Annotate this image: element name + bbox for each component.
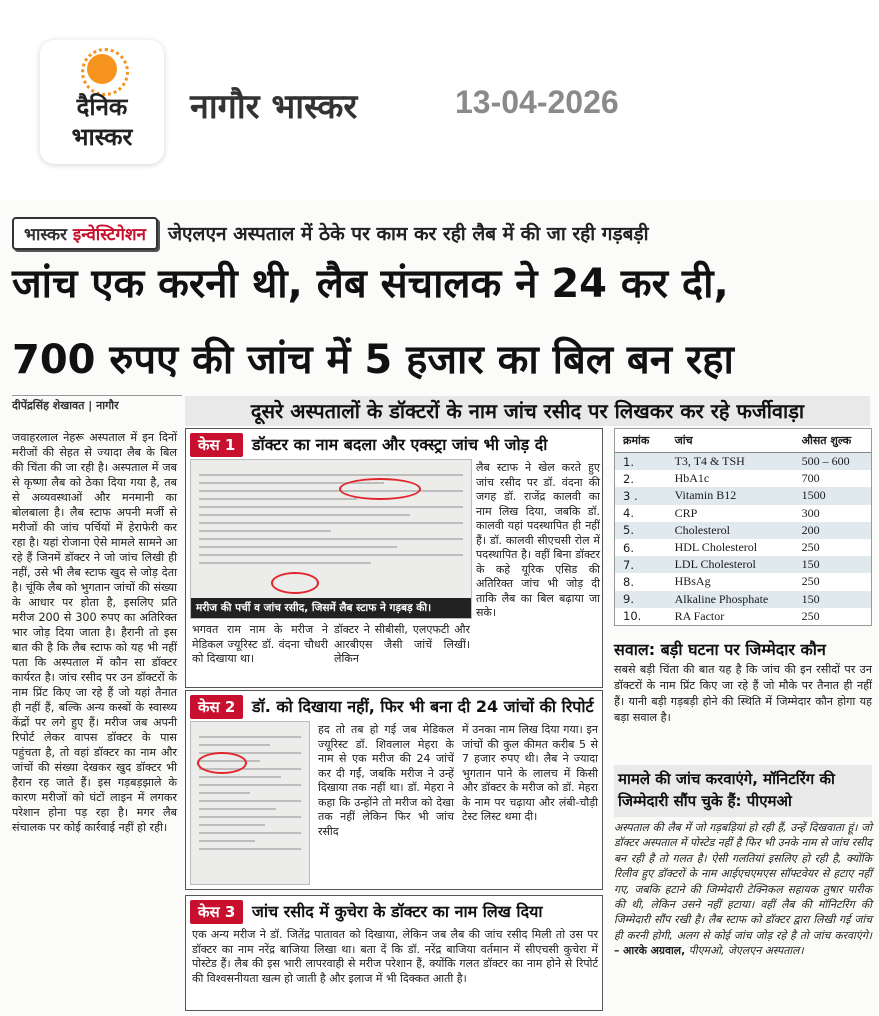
table-row — [615, 453, 871, 470]
headline-line-2: 700 रुपए की जांच में 5 हजार का बिल बन रहा — [12, 337, 734, 383]
logo-text-line1: दैनिक — [76, 93, 128, 121]
table-cell: 7. — [623, 557, 634, 572]
table-cell: 1. — [623, 454, 634, 469]
table-cell: HbA1c — [674, 471, 710, 486]
badge-brand: भास्कर — [24, 224, 67, 245]
case-2-text-a: हद तो तब हो गई जब मेडिकल ज्यूरिस्ट डॉ. शिवलाल मेहरा के नाम से एक मरीज की 24 जांचें कर दी गईं, जबकि मरीज ने उन्हें दिखाया तक नहीं था। डॉ. मेहरा ने कहा कि उन्होंने तो मरीज को देखा तक नहीं लेकिन फिर भी जांच रसीद — [318, 723, 454, 838]
table-cell: Alkaline Phosphate — [674, 591, 769, 606]
case-2-text-b: में उनका नाम लिख दिया गया। इन जांचों की कुल कीमत करीब 5 से 7 हजार रुपए थी। लैब ने ज्यादा भुगतान पाने के लालच में किसी और डॉक्टर के मरीज को डॉ. मेहरा के नाम पर चढ़ाया और लंबी-चौड़ी टेस्ट लिस्ट थमा दी। — [462, 723, 598, 823]
table-row — [615, 608, 871, 625]
pmo-quote-heading: मामले की जांच करवाएंगे, मॉनिटरिंग की जिम्मेदारी सौंप चुके हैं: पीएमओ — [614, 765, 872, 817]
table-row — [615, 487, 871, 504]
newspaper-clipping — [0, 200, 879, 1016]
table-cell: Vitamin B12 — [674, 488, 737, 503]
case-1-receipt-image — [190, 459, 472, 619]
highlight-circle — [271, 572, 319, 594]
table-row — [615, 573, 871, 590]
highlight-circle — [197, 752, 247, 774]
table-cell: 6. — [623, 540, 634, 555]
table-cell: 500 – 600 — [801, 454, 850, 469]
case-1-box — [185, 428, 603, 688]
edition-name: नागौर भास्कर — [190, 87, 358, 127]
main-article-paragraph: जवाहरलाल नेहरू अस्पताल में इन दिनों मरीजों की सेहत से ज्यादा लैब के बिल की चिंता की जा रही है। अस्पताल में जब से कृष्णा लैब को ठेका दिया गया है, तब से अव्यवस्थाओं और मनमानी का बोलबाला है। लैब स्टाफ अपनी मर्जी से मरीजों की जांच पर्चियों में हेराफेरी कर रहा है। यहां रोजाना ऐसे मामले सामने आ रहे हैं जिनमें डॉक्टर ने जो जांच लिखी ही नहीं, उसे भी लैब स्टाफ खुद से जोड़ देता है। चूंकि लैब को भुगतान जांचों की संख्या के आधार पर होता है, इसलिए प्रति मरीज 200 से 300 रुपए का अतिरिक्त भार जोड़ दिया जाता है। हैरानी तो इस बात की है कि लैब स्टाफ को यह भी नहीं पता कि अस्पताल में कौन सा डॉक्टर कार्यरत है। जांच रसीद पर उन डॉक्टरों के नाम प्रिंट किए जा रहे हैं जो यहां तैनात ही नहीं हैं, बल्कि अन्य कस्बों के स्वास्थ्य केंद्रों पर लगे हुए हैं। मरीज जब अपनी रिपोर्ट लेकर वापस डॉक्टर के पास पहुंचता है, तो वहां डॉक्टर का नाम और जांचों की संख्या देखकर खुद डॉक्टर भी हैरान रह जाते हैं। इस गड़बड़झाले के कारण मरीजों को घंटों लाइन में लगकर परेशान होना पड़ रहा है। मगर लैब संचालक पर कोई कार्रवाई नहीं हो रही। — [12, 431, 177, 834]
table-cell: HBsAg — [674, 574, 711, 589]
table-cell: 150 — [801, 591, 820, 606]
table-cell: 5. — [623, 523, 634, 538]
table-cell: HDL Cholesterol — [674, 540, 758, 555]
column-header: क्रमांक — [623, 434, 650, 447]
case-1-tag: केस 1 — [190, 433, 243, 457]
table-cell: 700 — [801, 471, 820, 486]
case-3-box — [185, 895, 603, 1011]
table-cell: 250 — [801, 574, 820, 589]
question-text: सबसे बड़ी चिंता की बात यह है कि जांच की इन रसीदों पर उन डॉक्टरों के नाम प्रिंट किए जा रहे हैं जो मौके पर तैनात ही नहीं हैं। यानी बड़ी गड़बड़ी होने की स्थिति में जिम्मेदार कौन होगा यह बड़ा सवाल है। — [614, 663, 872, 724]
column-header: औसत शुल्क — [801, 434, 852, 447]
table-row — [615, 505, 871, 522]
table-cell: 3 . — [623, 488, 638, 503]
badge-label: इन्वेस्टिगेशन — [72, 224, 146, 245]
kicker-text: जेएलएन अस्पताल में ठेके पर काम कर रही लैब में की जा रही गड़बड़ी — [167, 223, 649, 245]
table-cell: 150 — [801, 557, 820, 572]
test-price-table — [614, 428, 872, 626]
table-row — [615, 539, 871, 556]
table-cell: 2. — [623, 471, 634, 486]
edition-date: 13-04-2026 — [455, 84, 619, 120]
investigation-badge — [12, 217, 158, 250]
table-row — [615, 556, 871, 573]
table-row — [615, 591, 871, 608]
table-cell: 200 — [801, 522, 820, 537]
table-cell: 9. — [623, 592, 634, 607]
case-1-text-a: भगवत राम नाम के मरीज ने मेडिकल ज्यूरिस्ट डॉ. वंदना चौधरी को दिखाया था। — [192, 623, 328, 665]
table-cell: 1500 — [801, 488, 826, 503]
case-3-title: जांच रसीद में कुचेरा के डॉक्टर का नाम लिख दिया — [252, 902, 543, 921]
highlight-circle — [339, 478, 421, 500]
table-cell: 8. — [623, 574, 634, 589]
table-cell: CRP — [674, 505, 698, 520]
table-cell: 300 — [801, 505, 820, 520]
case-2-box — [185, 690, 603, 890]
byline: दीपेंद्रसिंह शेखावत | नागौर — [12, 395, 182, 413]
table-cell: 10. — [623, 609, 642, 624]
question-heading: सवाल: बड़ी घटना पर जिम्मेदार कौन — [614, 640, 826, 659]
table-row — [615, 470, 871, 487]
headline-line-1: जांच एक करनी थी, लैब संचालक ने 24 कर दी, — [12, 261, 729, 307]
case-3-text: एक अन्य मरीज ने डॉ. जितेंद्र पातावत को दिखाया, लेकिन जब लैब की जांच रसीद मिली तो उस पर डॉक्टर का नाम नरेंद्र बाजिया लिखा था। बता दें कि डॉ. नरेंद्र बाजिया वर्तमान में सीएचसी कुचेरा में पोस्टेड हैं। लैब की इस भारी लापरवाही से मरीज परेशान हैं, क्योंकि गलत डॉक्टर का नाम होने से रिपोर्ट की विश्वसनीयता खत्म हो जाती है और इलाज में भी दिक्कत आती है। — [192, 928, 598, 985]
table-cell: 4. — [623, 506, 634, 521]
case-1-title: डॉक्टर का नाम बदला और एक्स्ट्रा जांच भी जोड़ दी — [252, 435, 548, 454]
pmo-quote-body: अस्पताल की लैब में जो गड़बड़ियां हो रही हैं, उन्हें दिखवाता हूं। जो डॉक्टर अस्पताल में पोस्टेड नहीं है फिर भी उनके नाम से जांच रसीद बन रही है तो गलत है। ऐसी गलतियां इसलिए हो रही है, क्योंकि रिलीव हुए डॉक्टरों के नाम आईएचएमएस सॉफ्टवेयर से हटाए नहीं गए, जबकि हटाने की जिम्मेदारी टेक्निकल सहायक तुषार पारीक की थी, लेकिन उसने नहीं हटाया। वहीं लैब की मॉनिटरिंग की जिम्मेदारी सौंप रखी है। लैब स्टाफ को डॉक्टर द्वारा लिखी गई जांच ही करनी होगी, अलग से कोई जांच जोड़ रहे है तो जांच करवाएंगे। — [614, 821, 872, 942]
table-cell: 250 — [801, 540, 820, 555]
quote-author: – आरके अग्रवाल, — [614, 944, 686, 958]
column-header: जांच — [674, 434, 693, 447]
pmo-quote-text — [614, 820, 872, 959]
table-cell: RA Factor — [674, 608, 725, 623]
table-cell: 250 — [801, 608, 820, 623]
table-body — [615, 453, 871, 625]
case-2-report-image — [190, 721, 310, 885]
case-2-title: डॉ. को दिखाया नहीं, फिर भी बना दी 24 जांचों की रिपोर्ट — [252, 697, 594, 716]
case-2-tag: केस 2 — [190, 695, 243, 719]
table-cell: LDL Cholesterol — [674, 557, 756, 572]
subheadline: दूसरे अस्पतालों के डॉक्टरों के नाम जांच रसीद पर लिखकर कर रहे फर्जीवाड़ा — [185, 396, 870, 426]
table-cell: T3, T4 & TSH — [674, 454, 745, 469]
case-3-tag: केस 3 — [190, 900, 243, 924]
logo-text-line2: भास्कर — [71, 123, 133, 151]
table-row — [615, 522, 871, 539]
app-header — [0, 0, 879, 200]
kicker-row — [12, 215, 649, 251]
sun-icon — [87, 54, 117, 84]
main-article-text — [12, 430, 177, 835]
case-1-image-caption: मरीज की पर्ची व जांच रसीद, जिसमें लैब स्टाफ ने गड़बड़ की। — [191, 598, 471, 618]
case-1-side-text: लैब स्टाफ ने खेल करते हुए जांच रसीद पर डॉ. वंदना की जगह डॉ. राजेंद्र कालवी का नाम लिख दिया, जबकि डॉ. कालवी यहां पदस्थापित ही नहीं हैं। डॉ. कालवी सीएचसी रोल में पदस्थापित है। वहीं बिना डॉक्टर के कहे यूरिक एसिड की अतिरिक्त जांच भी जोड़ दी ताकि लैब का बिल बढ़ाया जा सके। — [476, 461, 600, 619]
quote-author-role: पीएमओ, जेएलएन अस्पताल। — [688, 944, 804, 958]
dainik-bhaskar-logo[interactable] — [40, 40, 164, 164]
case-1-text-b: डॉक्टर ने सीबीसी, एलएफटी और आरबीएस जैसी जांचें लिखीं। लेकिन — [334, 623, 470, 665]
table-cell: Cholesterol — [674, 522, 730, 537]
table-header-row — [615, 429, 871, 453]
